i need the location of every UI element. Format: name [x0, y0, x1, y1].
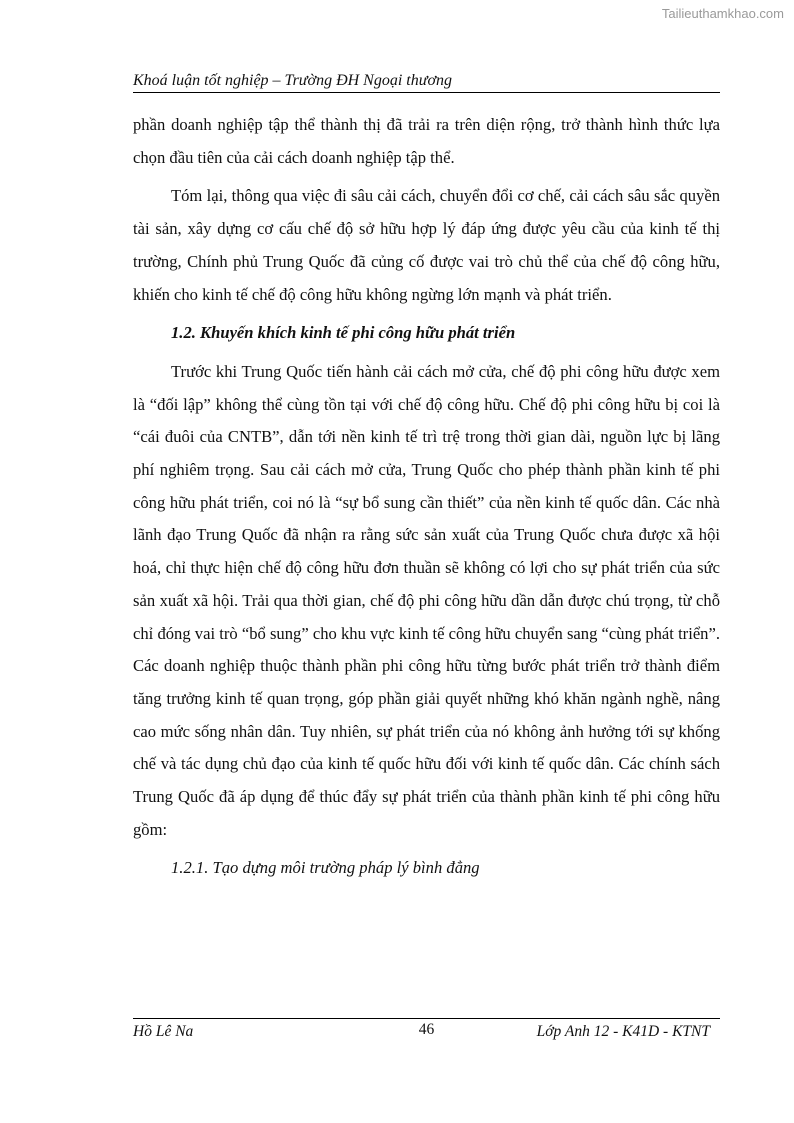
- subsection-heading: 1.2.1. Tạo dựng môi trường pháp lý bình đẳng: [171, 858, 480, 878]
- paragraph-2: Tóm lại, thông qua việc đi sâu cải cách, chuyển đổi cơ chế, cải cách sâu sắc quyền tài sản, xây dựng cơ cấu chế độ sở hữu hợp lý đáp ứng được yêu cầu của kinh tế thị trường, Chính phủ Trung Quốc đã củng cố được vai trò chủ thể của chế độ công hữu, khiến cho kinh tế chế độ công hữu không ngừng lớn mạnh và phát triển.: [133, 186, 720, 304]
- page-content: [133, 109, 720, 891]
- page-header: Khoá luận tốt nghiệp – Trường ĐH Ngoại thương: [133, 72, 720, 93]
- paragraph-3: Trước khi Trung Quốc tiến hành cải cách mở cửa, chế độ phi công hữu được xem là “đối lập” không thể cùng tồn tại với chế độ công hữu. Chế độ phi công hữu bị coi là “cái đuôi của CNTB”, dẫn tới nền kinh tế trì trệ trong thời gian dài, nguồn lực bị lãng phí nghiêm trọng. Sau cải cách mở cửa, Trung Quốc cho phép thành phần kinh tế phi công hữu phát triển, coi nó là “sự bổ sung cần thiết” của nền kinh tế quốc dân. Các nhà lãnh đạo Trung Quốc đã nhận ra rằng sức sản xuất của Trung Quốc chưa được xã hội hoá, chỉ thực hiện chế độ công hữu đơn thuần sẽ không có lợi cho sự phát triển của sức sản xuất xã hội. Trải qua thời gian, chế độ phi công hữu dần dẫn được chú trọng, từ chỗ chỉ đóng vai trò “bổ sung” cho khu vực kinh tế công hữu chuyển sang “cùng phát triển”. Các doanh nghiệp thuộc thành phần phi công hữu từng bước phát triển trở thành điểm tăng trưởng kinh tế quan trọng, góp phần giải quyết những khó khăn ngành nghề, nâng cao mức sống nhân dân. Tuy nhiên, sự phát triển của nó không ảnh hưởng tới sự khống chế và tác dụng chủ đạo của kinh tế quốc hữu đối với kinh tế quốc dân. Các chính sách Trung Quốc đã áp dụng để thúc đẩy sự phát triển của thành phần kinh tế phi công hữu gồm:: [133, 361, 720, 839]
- page-footer: [133, 1018, 720, 1047]
- watermark: Tailieuthamkhao.com: [661, 6, 784, 21]
- section-heading: 1.2. Khuyến khích kinh tế phi công hữu phát triển: [171, 323, 516, 343]
- footer-class: Lớp Anh 12 - K41D - KTNT: [536, 1023, 710, 1040]
- footer-author: Hồ Lê Na: [133, 1023, 194, 1040]
- paragraph-1: phần doanh nghiệp tập thể thành thị đã trải ra trên diện rộng, trở thành hình thức lựa chọn đầu tiên của cải cách doanh nghiệp tập thể.: [133, 115, 720, 167]
- page-number: 46: [418, 1021, 435, 1038]
